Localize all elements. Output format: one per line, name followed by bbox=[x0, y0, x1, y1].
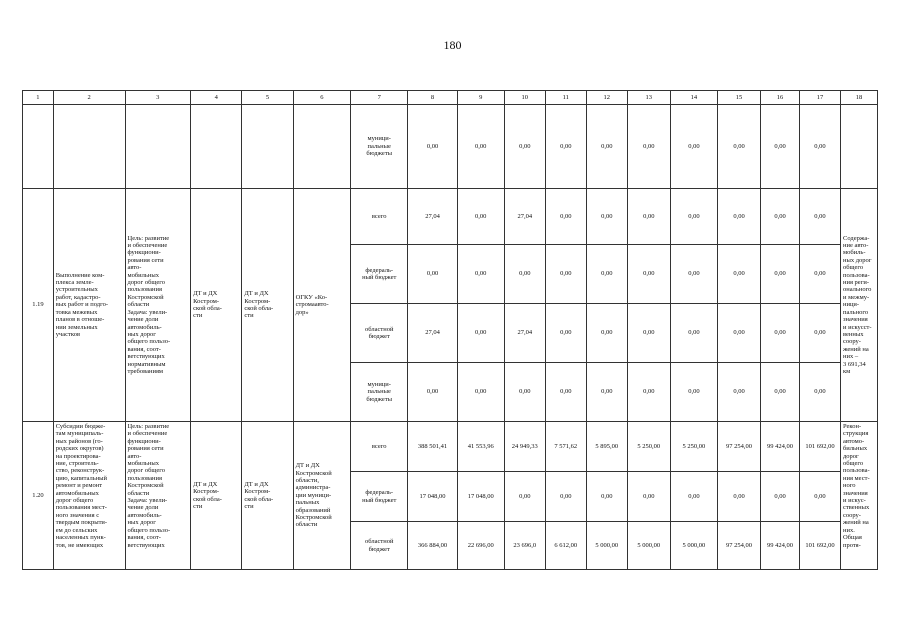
blank-cell bbox=[840, 105, 877, 189]
blank-cell bbox=[242, 105, 293, 189]
value-cell: 0,00 bbox=[799, 245, 840, 304]
value-cell: 0,00 bbox=[504, 472, 545, 522]
value-cell: 0,00 bbox=[717, 304, 760, 363]
goal-text: Цель: развитие и обеспечение функциони- рования сети авто- мобильных дорог общего пользования Костромской области Задача: увели- чение доли автомобиль- ных дорог общего пользо- вания, соот- ветствующих bbox=[125, 422, 191, 570]
value-cell: 0,00 bbox=[457, 105, 504, 189]
value-cell: 97 254,00 bbox=[717, 422, 760, 472]
value-cell: 0,00 bbox=[504, 363, 545, 422]
value-cell: 0,00 bbox=[670, 189, 717, 245]
value-cell: 0,00 bbox=[457, 363, 504, 422]
blank-cell bbox=[293, 105, 350, 189]
value-cell: 7 571,62 bbox=[545, 422, 586, 472]
value-cell: 0,00 bbox=[627, 245, 670, 304]
value-cell: 0,00 bbox=[586, 363, 627, 422]
header-row bbox=[23, 91, 878, 105]
value-cell: 99 424,00 bbox=[761, 422, 800, 472]
table-row bbox=[23, 189, 878, 245]
value-cell: 5 250,00 bbox=[627, 422, 670, 472]
value-cell: 0,00 bbox=[717, 363, 760, 422]
responsible-executor: ДТ и ДХ Костром- ской обла- сти bbox=[191, 189, 242, 422]
funding-source: федераль- ный бюджет bbox=[351, 472, 408, 522]
header-cell: 14 bbox=[670, 91, 717, 105]
value-cell: 0,00 bbox=[761, 105, 800, 189]
blank-cell bbox=[23, 105, 54, 189]
value-cell: 17 048,00 bbox=[457, 472, 504, 522]
blank-cell bbox=[53, 105, 125, 189]
header-cell: 16 bbox=[761, 91, 800, 105]
value-cell: 0,00 bbox=[627, 105, 670, 189]
value-cell: 0,00 bbox=[586, 105, 627, 189]
participant: ДТ и ДХ Костромской области, администра- ции муници- пальных образований Костромской области bbox=[293, 422, 350, 570]
coexecutor: ДТ и ДХ Костром- ской обла- сти bbox=[242, 422, 293, 570]
header-cell: 4 bbox=[191, 91, 242, 105]
header-cell: 15 bbox=[717, 91, 760, 105]
value-cell: 5 000,00 bbox=[586, 522, 627, 570]
header-cell: 1 bbox=[23, 91, 54, 105]
value-cell: 27,04 bbox=[408, 189, 457, 245]
value-cell: 0,00 bbox=[627, 189, 670, 245]
funding-source: федераль- ный бюджет bbox=[351, 245, 408, 304]
header-cell: 7 bbox=[351, 91, 408, 105]
value-cell: 0,00 bbox=[408, 363, 457, 422]
budget-table bbox=[22, 90, 878, 570]
value-cell: 6 612,00 bbox=[545, 522, 586, 570]
header-cell: 13 bbox=[627, 91, 670, 105]
funding-source: областной бюджет bbox=[351, 304, 408, 363]
value-cell: 0,00 bbox=[761, 245, 800, 304]
value-cell: 5 895,00 bbox=[586, 422, 627, 472]
value-cell: 0,00 bbox=[761, 189, 800, 245]
value-cell: 0,00 bbox=[627, 472, 670, 522]
responsible-executor: ДТ и ДХ Костром- ской обла- сти bbox=[191, 422, 242, 570]
row-number: 1.20 bbox=[23, 422, 54, 570]
value-cell: 0,00 bbox=[799, 304, 840, 363]
expected-result: Рекон- струкция автомо- бильных дорог общего пользова- ния мест- ного значения и искус- ственных соору- жений на них. Общая протя- bbox=[840, 422, 877, 570]
value-cell: 0,00 bbox=[457, 189, 504, 245]
funding-source: областной бюджет bbox=[351, 522, 408, 570]
value-cell: 0,00 bbox=[799, 363, 840, 422]
header-cell: 18 bbox=[840, 91, 877, 105]
blank-cell bbox=[125, 105, 191, 189]
table-row bbox=[23, 105, 878, 189]
value-cell: 0,00 bbox=[717, 105, 760, 189]
value-cell: 27,04 bbox=[504, 304, 545, 363]
goal-text: Цель: развитие и обеспечение функциони- рования сети авто- мобильных дорог общего пользования Костромской области Задача: увели- чение доли автомобиль- ных дорог общего пользо- вания, соот- ветствующих нормативным требованиям bbox=[125, 189, 191, 422]
value-cell: 0,00 bbox=[545, 105, 586, 189]
value-cell: 0,00 bbox=[717, 189, 760, 245]
value-cell: 0,00 bbox=[670, 304, 717, 363]
value-cell: 0,00 bbox=[717, 245, 760, 304]
value-cell: 0,00 bbox=[408, 245, 457, 304]
value-cell: 27,04 bbox=[504, 189, 545, 245]
value-cell: 0,00 bbox=[627, 304, 670, 363]
value-cell: 0,00 bbox=[670, 363, 717, 422]
header-cell: 3 bbox=[125, 91, 191, 105]
value-cell: 5 000,00 bbox=[627, 522, 670, 570]
value-cell: 0,00 bbox=[799, 189, 840, 245]
measure-name: Выполнение ком- плекса земле- устроительных работ, кадастро- вых работ и подго- товка межевых планов в отноше- нии земельных участков bbox=[53, 189, 125, 422]
value-cell: 22 696,00 bbox=[457, 522, 504, 570]
value-cell: 24 949,33 bbox=[504, 422, 545, 472]
value-cell: 0,00 bbox=[799, 472, 840, 522]
header-cell: 2 bbox=[53, 91, 125, 105]
value-cell: 0,00 bbox=[670, 245, 717, 304]
row-number: 1.19 bbox=[23, 189, 54, 422]
value-cell: 5 000,00 bbox=[670, 522, 717, 570]
value-cell: 0,00 bbox=[761, 363, 800, 422]
value-cell: 97 254,00 bbox=[717, 522, 760, 570]
header-cell: 5 bbox=[242, 91, 293, 105]
value-cell: 0,00 bbox=[586, 245, 627, 304]
value-cell: 0,00 bbox=[670, 105, 717, 189]
value-cell: 0,00 bbox=[545, 245, 586, 304]
value-cell: 99 424,00 bbox=[761, 522, 800, 570]
value-cell: 0,00 bbox=[761, 472, 800, 522]
coexecutor: ДТ и ДХ Костром- ской обла- сти bbox=[242, 189, 293, 422]
header-cell: 8 bbox=[408, 91, 457, 105]
value-cell: 366 884,00 bbox=[408, 522, 457, 570]
value-cell: 0,00 bbox=[504, 245, 545, 304]
value-cell: 17 048,00 bbox=[408, 472, 457, 522]
value-cell: 0,00 bbox=[457, 304, 504, 363]
value-cell: 0,00 bbox=[545, 304, 586, 363]
value-cell: 0,00 bbox=[761, 304, 800, 363]
expected-result: Содержа- ние авто- мобиль- ных дорог общего пользова- ния реги- онального и межму- ници- пального значения и искусст- венных соору- жений на них – 3 691,34 км bbox=[840, 189, 877, 422]
value-cell: 23 696,0 bbox=[504, 522, 545, 570]
header-cell: 17 bbox=[799, 91, 840, 105]
value-cell: 41 553,96 bbox=[457, 422, 504, 472]
value-cell: 0,00 bbox=[408, 105, 457, 189]
value-cell: 0,00 bbox=[627, 363, 670, 422]
value-cell: 101 692,00 bbox=[799, 522, 840, 570]
measure-name: Субсидии бюдже- там муниципаль- ных районов (го- родских округов) на проектирова- ние, строитель- ство, реконструк- цию, капитальный ремонт и ремонт автомобильных дорог общего пользования мест- ного значения с твердым покрыти- ем до сельских населенных пунк- тов, не имеющих bbox=[53, 422, 125, 570]
value-cell: 0,00 bbox=[586, 472, 627, 522]
header-cell: 6 bbox=[293, 91, 350, 105]
header-cell: 9 bbox=[457, 91, 504, 105]
value-cell: 101 692,00 bbox=[799, 422, 840, 472]
funding-source: всего bbox=[351, 189, 408, 245]
value-cell: 0,00 bbox=[457, 245, 504, 304]
value-cell: 0,00 bbox=[545, 363, 586, 422]
value-cell: 0,00 bbox=[545, 472, 586, 522]
value-cell: 5 250,00 bbox=[670, 422, 717, 472]
header-cell: 10 bbox=[504, 91, 545, 105]
funding-source: всего bbox=[351, 422, 408, 472]
funding-source: муници- пальные бюджеты bbox=[351, 363, 408, 422]
table-row bbox=[23, 422, 878, 472]
value-cell: 0,00 bbox=[504, 105, 545, 189]
value-cell: 0,00 bbox=[586, 189, 627, 245]
value-cell: 0,00 bbox=[799, 105, 840, 189]
value-cell: 0,00 bbox=[545, 189, 586, 245]
value-cell: 388 501,41 bbox=[408, 422, 457, 472]
value-cell: 27,04 bbox=[408, 304, 457, 363]
header-cell: 12 bbox=[586, 91, 627, 105]
funding-source: муници- пальные бюджеты bbox=[351, 105, 408, 189]
blank-cell bbox=[191, 105, 242, 189]
page-number: 180 bbox=[443, 38, 462, 52]
value-cell: 0,00 bbox=[717, 472, 760, 522]
participant: ОГКУ «Ко- стромаавто- дор» bbox=[293, 189, 350, 422]
header-cell: 11 bbox=[545, 91, 586, 105]
value-cell: 0,00 bbox=[586, 304, 627, 363]
value-cell: 0,00 bbox=[670, 472, 717, 522]
